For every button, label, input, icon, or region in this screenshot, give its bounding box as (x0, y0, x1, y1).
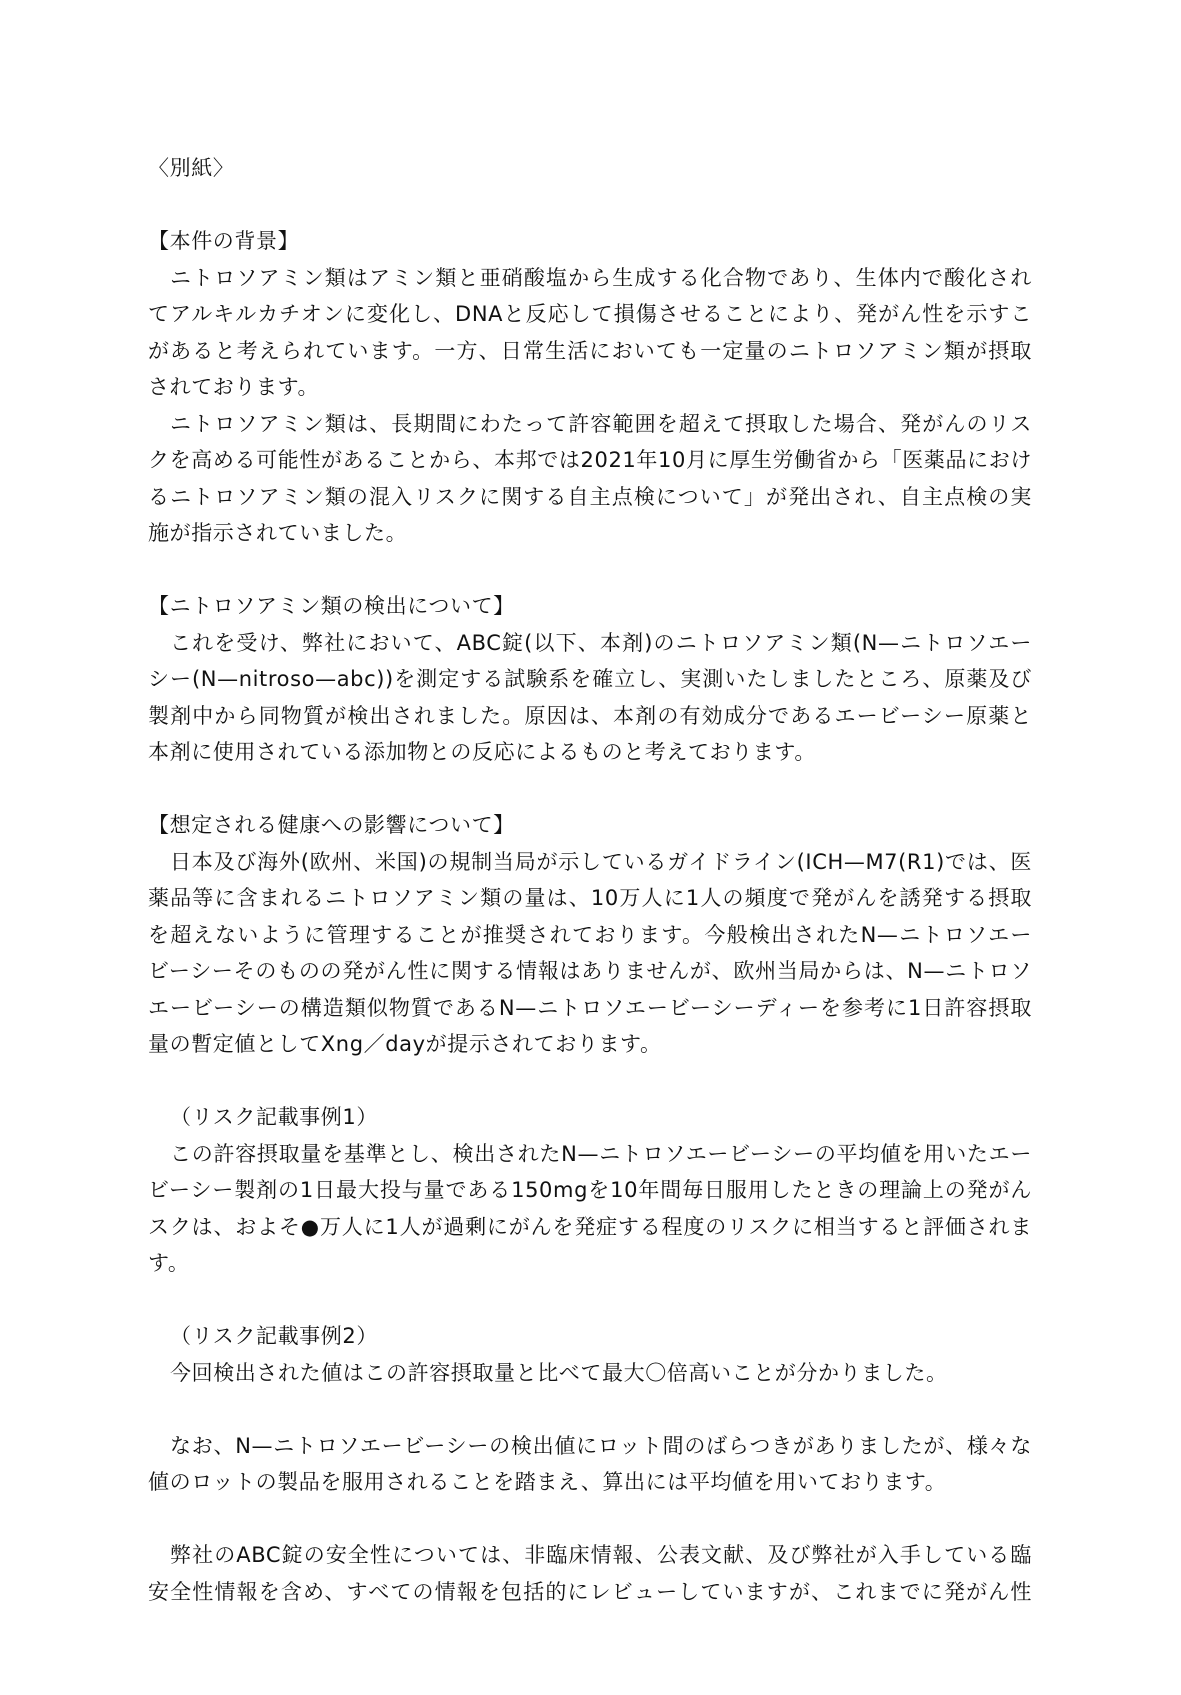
paragraph-line: 薬品等に含まれるニトロソアミン類の量は、10万人に1人の頻度で発がんを誘発する摂取 (148, 886, 1032, 910)
risk-example-1-heading: （リスク記載事例1） (170, 1105, 378, 1129)
section-heading-detection: 【ニトロソアミン類の検出について】 (148, 594, 515, 618)
paragraph-line: エービーシーの構造類似物質であるN—ニトロソエービーシーディーを参考に1日許容摂取 (148, 995, 1032, 1020)
paragraph-line: ビーシー製剤の1日最大投与量である150mgを10年間毎日服用したときの理論上の発がん (148, 1178, 1032, 1202)
paragraph-line: 日本及び海外(欧州、米国)の規制当局が示しているガイドライン(ICH—M7(R1)では、医 (170, 849, 1032, 874)
paragraph-line: 量の暫定値としてXng／dayが提示されております。 (148, 1032, 662, 1056)
paragraph-line: があると考えられています。一方、日常生活においても一定量のニトロソアミン類が摂取 (148, 338, 1032, 363)
paragraph-line: シー(N—nitroso—abc))を測定する試験系を確立し、実測いたしましたところ、原薬及び (148, 667, 1032, 691)
spacer (148, 1501, 1032, 1538)
paragraph-line: ビーシーそのものの発がん性に関する情報はありませんが、欧州当局からは、N—ニトロソ (148, 959, 1032, 983)
paragraph-line: を超えないように管理することが推奨されております。今般検出されたN—ニトロソエー (148, 922, 1032, 947)
risk-example-2-heading: （リスク記載事例2） (170, 1324, 378, 1348)
paragraph-line: されております。 (148, 375, 320, 399)
paragraph-line: てアルキルカチオンに変化し、DNAと反応して損傷させることにより、発がん性を示すこ (148, 302, 1032, 326)
paragraph-line: 弊社のABC錠の安全性については、非臨床情報、公表文献、及び弊社が入手している臨 (170, 1543, 1032, 1567)
spacer (148, 771, 1032, 808)
paragraph-line: クを高める可能性があることから、本邦では2021年10月に厚生労働省から「医薬品におけ (148, 448, 1032, 472)
paragraph-line: 値のロットの製品を服用されることを踏まえ、算出には平均値を用いております。 (148, 1470, 947, 1494)
paragraph-line: ニトロソアミン類は、長期間にわたって許容範囲を超えて摂取した場合、発がんのリス (170, 411, 1032, 436)
spacer (148, 1391, 1032, 1428)
paragraph-line: 施が指示されていました。 (148, 521, 408, 545)
paragraph-line: ニトロソアミン類はアミン類と亜硝酸塩から生成する化合物であり、生体内で酸化され (170, 265, 1032, 290)
paragraph-line: なお、N—ニトロソエービーシーの検出値にロット間のばらつきがありましたが、様々な (170, 1433, 1032, 1458)
paragraph-line: この許容摂取量を基準とし、検出されたN—ニトロソエービーシーの平均値を用いたエー (170, 1141, 1032, 1166)
spacer (148, 552, 1032, 589)
attachment-label: 〈別紙〉 (148, 156, 235, 180)
spacer (148, 1063, 1032, 1100)
section-heading-health: 【想定される健康への影響について】 (148, 813, 515, 837)
paragraph-line: す。 (148, 1251, 190, 1275)
paragraph-line: 本剤に使用されている添加物との反応によるものと考えております。 (148, 740, 816, 764)
paragraph-line: るニトロソアミン類の混入リスクに関する自主点検について」が発出され、自主点検の実 (148, 484, 1032, 509)
spacer (148, 1282, 1032, 1319)
spacer (148, 187, 1032, 224)
document-page (148, 150, 1032, 1610)
paragraph-line: スクは、およそ●万人に1人が過剰にがんを発症する程度のリスクに相当すると評価されま (148, 1214, 1032, 1239)
paragraph-line: 今回検出された値はこの許容摂取量と比べて最大〇倍高いことが分かりました。 (170, 1360, 948, 1385)
section-heading-background: 【本件の背景】 (148, 229, 300, 253)
paragraph-line: これを受け、弊社において、ABC錠(以下、本剤)のニトロソアミン類(N—ニトロソエー (170, 630, 1032, 655)
paragraph-line: 製剤中から同物質が検出されました。原因は、本剤の有効成分であるエービーシー原薬と (148, 703, 1032, 728)
paragraph-line: 安全性情報を含め、すべての情報を包括的にレビューしていますが、これまでに発がん性 (148, 1579, 1032, 1604)
